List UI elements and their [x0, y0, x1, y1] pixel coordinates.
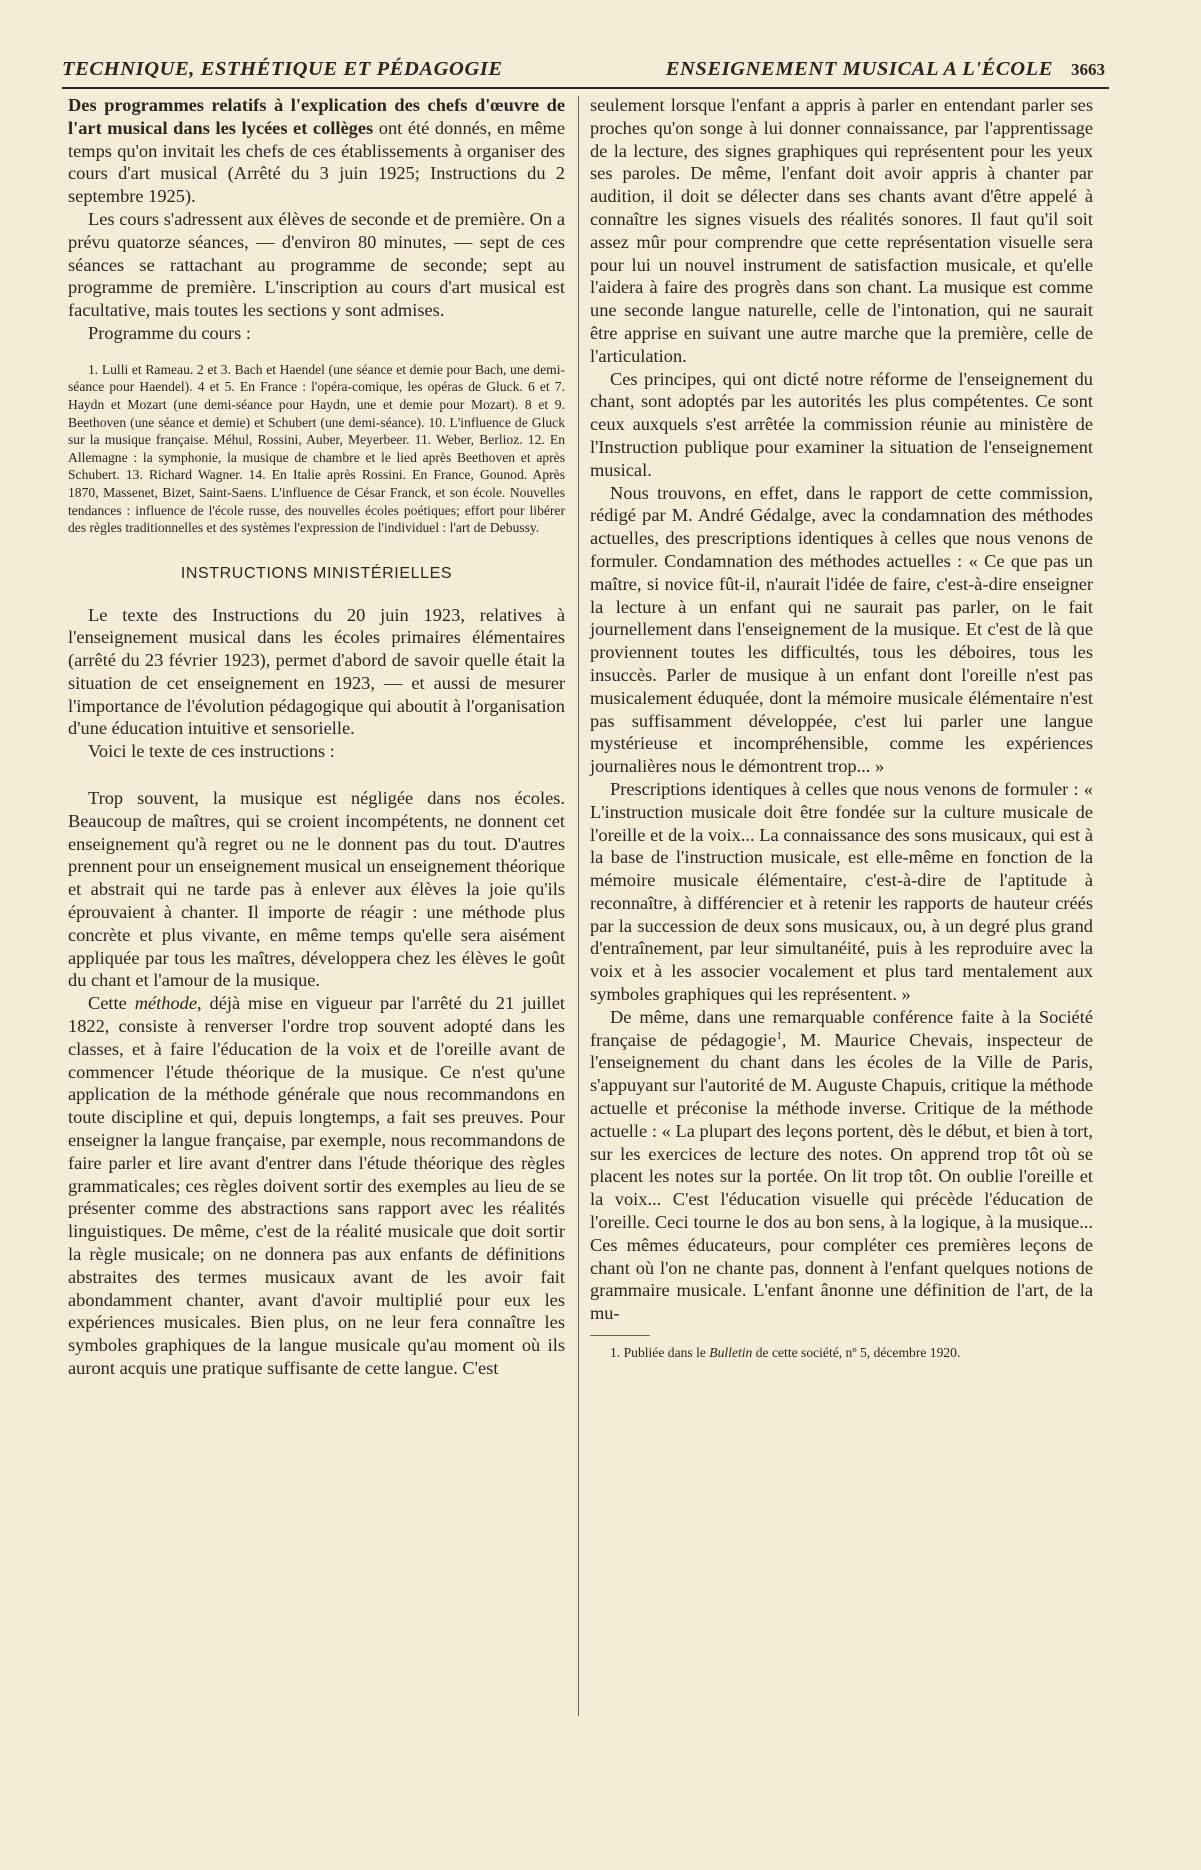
footnote-marker: 1	[776, 1029, 782, 1042]
conference-rest: , M. Maurice Chevais, inspecteur de l'enseignement du chant dans les écoles de la Ville de Paris, s'appuyant sur l'autorité de M. Auguste Chapuis, critique la méthode actuelle et préconise la méthode inverse. Critique de la méthode actuelle : « La plupart des leçons portent, dès le début, et bien à tort, sur les exercices de lecture des notes. On apprend trop tôt où se placent les notes sur la portée. On lit trop tôt. On oublie l'oreille et la voix... C'est l'éducation visuelle qui précède l'éducation de l'oreille. Ceci tourne le dos au bon sens, à la logique, à la musique... Ces mêmes éducateurs, pour compléter ces premières leçons de chant où l'on ne chante pas, donnent à l'enfant quelques notions de grammaire musicale. L'enfant ânonne une définition de l'art, de la mu-	[590, 1029, 1093, 1324]
paragraph-continuation: seulement lorsque l'enfant a appris à parler en entendant parler ses proches qu'on songe à lui donner connaissance, par l'apprentissage de la lecture, des signes graphiques qui représentent pour les yeux ses paroles. De même, l'enfant doit avoir appris à chanter par audition, il doit se délecter dans ses chants avant d'être appelé à connaître les signes visuels des réalités sonores. Il faut qu'il soit assez mûr pour comprendre que cette représentation visuelle sera pour lui un nouvel instrument de satisfaction musicale, et qu'elle l'aidera à faire des progrès dans son chant. La musique est comme une seconde langue naturelle, celle de l'intonation, qui ne saurait être apprise en suivant une autre marche que la première, celle de l'articulation.	[590, 95, 1093, 366]
paragraph-prescriptions: Prescriptions identiques à celles que nous venons de formuler : « L'instruction musicale doit être fondée sur la culture musicale de l'oreille et de la voix... La connaissance des sons musicaux, qui est à la base de l'instruction musicale, est elle-même en fonction de la mémoire musicale élémentaire, c'est-à-dire de l'aptitude à reconnaître, à différencier et à retenir les rapports de hauteur créés par la succession de deux sons musicaux, ou, à un degré plus grand d'entraînement, par leur simultanéité, puis à les reproduire avec la voix et à les associer vocalement et plus tard mentalement aux symboles graphiques qui les représentent. »	[590, 778, 1093, 1005]
paragraph-rapport: Nous trouvons, en effet, dans le rapport de cette commission, rédigé par M. André Gédalge, avec la condamnation des méthodes actuelles, des prescriptions identiques à celles que nous venons de formuler. Condamnation des méthodes actuelles : « Ce que pas un maître, si novice fût-il, n'aurait l'idée de faire, c'est-à-dire enseigner la lecture à un enfant qui ne saurait pas parler, on le fait journellement dans l'enseignement de la musique. Et c'est de là que proviennent toutes les difficultés, tous les déboires, tous les insuccès. Parler de musique à un enfant dont l'oreille n'est pas musicalement éduquée, dont la mémoire musicale élémentaire n'est pas suffisamment développée, c'est lui parler une langue mystérieuse et incompréhensible, comme les expériences journalières nous le démontrent trop... »	[590, 482, 1093, 777]
paragraph-methode	[68, 992, 565, 1380]
header-rule	[62, 87, 1109, 89]
footnote-italic: Bulletin	[709, 1345, 753, 1361]
column-divider	[578, 96, 579, 1716]
paragraph-instructions-intro: Le texte des Instructions du 20 juin 1923, relatives à l'enseignement musical dans les écoles primaires élémentaires (arrêté du 23 février 1923), permet d'abord de savoir quelle était la situation de cet enseignement en 1923, — et aussi de mesurer l'importance de l'évolution pédagogique qui aboutit à l'organisation d'une éducation intuitive et sensorielle.	[68, 604, 565, 739]
paragraph-principes: Ces principes, qui ont dicté notre réforme de l'enseignement du chant, sont adoptés par les autorités les plus compétentes. Ce sont ceux auxquels s'est arrêtée la commission réunie au ministère de l'Instruction publique pour examiner la situation de l'enseignement musical.	[590, 368, 1093, 480]
footnote-start: 1. Publiée dans le	[610, 1345, 710, 1361]
program-list: 1. Lulli et Rameau. 2 et 3. Bach et Haendel (une séance et demie pour Bach, une demi-séance pour Haendel). 4 et 5. En France : l'opéra-comique, les opéras de Gluck. 6 et 7. Haydn et Mozart (une demi-séance pour Haydn, une et demie pour Mozart). 8 et 9. Beethoven (une séance et demie) et Schubert (une demi-séance). 10. L'influence de Gluck sur la musique française. Méhul, Rossini, Auber, Meyerbeer. 11. Weber, Berlioz. 12. En Allemagne : la symphonie, la musique de chambre et le lied après Beethoven et après Schubert. 13. Richard Wagner. 14. En Italie après Rossini. En France, Gounod. Après 1870, Massenet, Bizet, Saint-Saens. L'influence de César Franck, et son école. Nouvelles tendances : influence de l'école russe, des nouvelles écoles poétiques; effort pour libérer des règles traditionnelles et des systèmes l'expression de l'individuel : l'art de Debussy.	[68, 361, 565, 536]
paragraph-courses: Les cours s'adressent aux élèves de seconde et de première. On a prévu quatorze séances, — d'environ 80 minutes, — sept de ces séances se rattachant au programme de seconde; sept au programme de première. L'inscription au cours d'art musical est facultative, mais toutes les sections y sont admises.	[68, 208, 565, 321]
header-left-title: TECHNIQUE, ESTHÉTIQUE ET PÉDAGOGIE	[62, 58, 503, 80]
right-column	[590, 94, 1093, 1362]
paragraph-program-label: Programme du cours :	[88, 322, 251, 343]
footnote-rest: de cette société, nº 5, décembre 1920.	[752, 1345, 961, 1361]
methode-rest: , déjà mise en vigueur par l'arrêté du 21 juillet 1822, consiste à renverser l'ordre trop souvent adopté dans les classes, et à faire l'éducation de la voix et de l'oreille avant de commencer l'étude théorique de la musique. Ce n'est qu'une application de la méthode générale que nous recommandons en toute discipline et qui, depuis longtemps, a fait ses preuves. Pour enseigner la langue française, par exemple, nous recommandons de faire parler et lire avant d'entrer dans l'étude théorique des règles grammaticales; ces règles doivent sortir des exemples au lieu de se présenter comme des abstractions sans rapport avec les réalités linguistiques. De même, c'est de la réalité musicale que doit sortir la règle musicale; on ne donnera pas aux enfants de définitions abstraites des termes musicaux avant de les avoir fait abondamment chanter, avant d'avoir multiplié pour eux les expériences musicales. Bien plus, on ne leur fera connaître les symboles graphiques de la langue musicale qu'au moment où ils auront acquis une pratique suffisante de cette langue. C'est	[68, 993, 565, 1378]
left-column	[68, 94, 565, 1380]
intro-bold-text: Des programmes relatifs à l'explication des chefs d'œuvre de l'art musical dans les lycées et collèges	[68, 95, 565, 138]
paragraph-trop-souvent: Trop souvent, la musique est négligée dans nos écoles. Beaucoup de maîtres, qui se croient incompétents, ne donnent cet enseignement qu'à regret ou ne le donnent pas du tout. D'autres prennent pour un enseignement musical un enseignement théorique et abstrait qui ne tarde pas à enlever aux élèves la joie qu'ils éprouvaient à chanter. Il importe de réagir : une méthode plus concrète et plus vivante, en même temps qu'elle sera aisément appliquée par tous les maîtres, développera chez les élèves le goût du chant et l'amour de la musique.	[68, 788, 565, 991]
paragraph-voici: Voici le texte de ces instructions :	[88, 741, 335, 762]
page-number: 3663	[1071, 60, 1105, 79]
header-right-group	[666, 58, 1105, 81]
methode-start: Cette	[88, 993, 135, 1014]
footnote	[590, 1344, 1093, 1362]
footnote-rule	[590, 1335, 650, 1336]
running-header	[62, 58, 1105, 81]
header-right-title: ENSEIGNEMENT MUSICAL A L'ÉCOLE	[665, 58, 1053, 80]
intro-paragraph	[68, 94, 565, 208]
section-heading: INSTRUCTIONS MINISTÉRIELLES	[180, 564, 453, 582]
methode-italic: méthode	[134, 993, 198, 1014]
intro-text: ont été donnés, en même temps qu'on invitait les chefs de ces établissements à organiser des cours d'art musical (Arrêté du 3 juin 1925; Instructions du 2 septembre 1925).	[68, 117, 566, 207]
conference-start: De même, dans une remarquable conférence faite à la Société française de pédagogie	[590, 1006, 1093, 1050]
paragraph-conference	[590, 1006, 1093, 1325]
